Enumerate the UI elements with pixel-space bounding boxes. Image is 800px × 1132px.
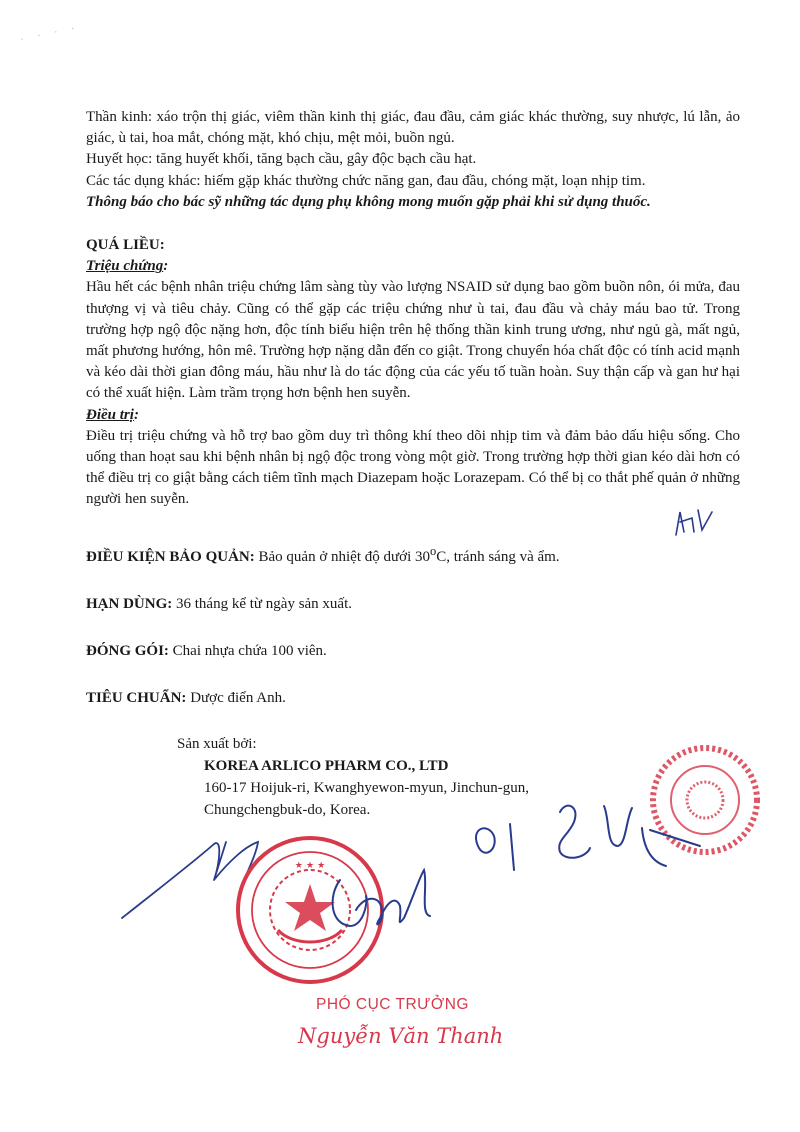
side-effect-notice: Thông báo cho bác sỹ những tác dụng phụ không mong muốn gặp phải khi sử dụng thuốc. xyxy=(86,193,651,210)
side-effect-other: Các tác dụng khác: hiếm gặp khác thường chức năng gan, đau đầu, chóng mặt, loạn nhịp tim. xyxy=(86,172,646,189)
overdose-heading: QUÁ LIỀU: xyxy=(86,237,165,254)
signatory-title: PHÓ CỤC TRƯỞNG xyxy=(316,996,469,1013)
initials-mark xyxy=(676,510,712,535)
side-effect-hematology: Huyết học: tăng huyết khối, tăng bạch cầu, gây độc bạch cầu hạt. xyxy=(86,151,477,168)
scan-artifact: · · · · xyxy=(19,21,82,45)
official-stamp xyxy=(238,838,382,982)
manufacturer-address-2: Chungchengbuk-do, Korea. xyxy=(204,802,371,818)
manufacturer-name: KOREA ARLICO PHARM CO., LTD xyxy=(204,758,449,774)
shelf-life-section: HẠN DÙNG: 36 tháng kể từ ngày sản xuất. xyxy=(86,595,353,612)
packaging-section: ĐÓNG GÓI: Chai nhựa chứa 100 viên. xyxy=(86,643,327,660)
overdose-treatment-text: Điều trị triệu chứng và hỗ trợ bao gồm duy trì thông khí theo dõi nhịp tim và đảm bảo dấu hiệu sống. Cho uống than hoạt sau khi bệnh nhân bị ngộ độc trong vòng một giờ. Trong trường hợp thời gian kéo dài hơn có thể điều trị co giật bằng cách tiêm tĩnh mạch Diazepam hoặc Lorazepam. Có thể bị co thắt phế quản ở những người hen suyễn. xyxy=(86,427,740,508)
overdose-symptoms-label: Triệu chứng: xyxy=(86,258,169,275)
overdose-treatment-label: Điều trị: xyxy=(86,406,139,423)
svg-text:★ ★ ★: ★ ★ ★ xyxy=(294,861,326,871)
manufacturer-address-1: 160-17 Hoijuk-ri, Kwanghyewon-myun, Jinchun-gun, xyxy=(204,780,529,796)
manufacturer-by: Sản xuất bởi: xyxy=(177,736,257,752)
overdose-symptoms-text: Hầu hết các bệnh nhân triệu chứng lâm sàng tùy vào lượng NSAID sử dụng bao gồm buồn nôn, ói mửa, đau thượng vị và tiêu chảy. Cũng có thể gặp các triệu chứng như ù tai, đau đầu và chảy máu bao tử. Trong trường hợp ngộ độc nặng hơn, độc tính biểu hiện trên hệ thống thần kinh trung ương, như ngủ gà, mất ngủ, mất phương hướng, hôn mê. Trường hợp nặng dẫn đến co giật. Trong chuyển hóa chất độc có tính acid mạnh và kéo dài thời gian đông máu, hầu như là do tác động của các yếu tố tuần hoàn. Suy thận cấp và gan hư hại có thể xuất hiện. Làm trầm trọng hơn bệnh hen suyễn. xyxy=(86,279,740,402)
signatory-name: Nguyễn Văn Thanh xyxy=(298,1024,504,1048)
storage-section: ĐIỀU KIỆN BẢO QUẢN: Bảo quản ở nhiệt độ dưới 30$^o$C, tránh sáng và ẩm. xyxy=(86,543,560,565)
standard-section: TIÊU CHUẨN: Dược điển Anh. xyxy=(86,690,286,707)
side-effect-neurological: Thần kinh: xáo trộn thị giác, viêm thần kinh thị giác, đau đầu, cảm giác khác thường, suy nhược, lú lẫn, ảo giác, ù tai, hoa mắt, chóng mặt, khó chịu, mệt mỏi, buồn ngủ. xyxy=(86,109,740,147)
